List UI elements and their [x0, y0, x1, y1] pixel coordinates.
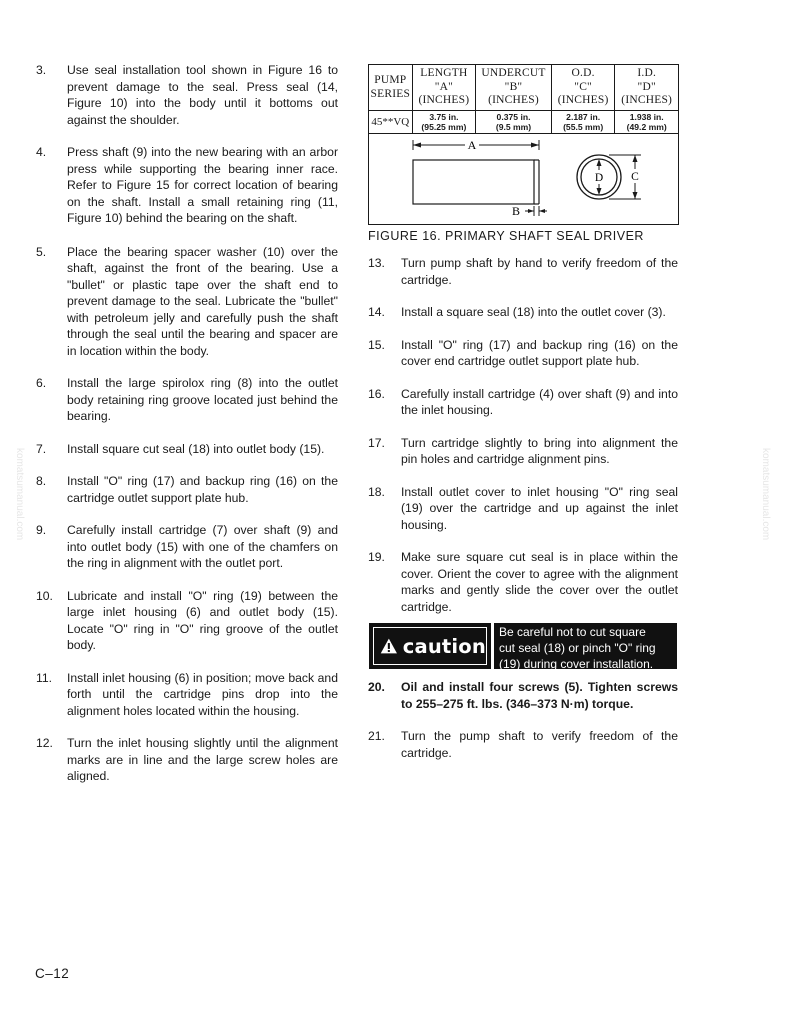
seal-driver-drawing — [369, 134, 678, 224]
step-number: 21. — [368, 729, 385, 743]
header-pump-series — [369, 65, 413, 111]
step-12 — [36, 735, 338, 785]
cell-line: (95.25 mm) — [421, 122, 467, 132]
header-od — [551, 65, 615, 111]
cell-line: 1.938 in. — [629, 111, 664, 122]
caution-notice — [369, 623, 678, 669]
step-text: Install outlet cover to inlet housing "O" ring seal (19) over the cartridge and up against the inlet housing. — [401, 484, 678, 532]
caution-badge-frame — [373, 627, 487, 665]
header-line: I.D. — [637, 67, 657, 80]
figure-caption: FIGURE 16. PRIMARY SHAFT SEAL DRIVER — [368, 229, 644, 243]
seal-driver-spec-table — [368, 64, 679, 134]
step-number: 14. — [368, 305, 385, 319]
table-header-row — [369, 65, 679, 111]
step-number: 18. — [368, 484, 385, 499]
step-text: Turn the pump shaft to verify freedom of the cartridge. — [401, 729, 678, 760]
step-text: Install square cut seal (18) into outlet body (15). — [67, 441, 325, 456]
step-text: Install the large spirolox ring (8) into the outlet body retaining ring groove located just behind the bearing. — [67, 376, 338, 423]
dimension-c-label: C — [631, 171, 639, 183]
step-text: Install "O" ring (17) and backup ring (16) on the cover end cartridge outlet support plate hub. — [401, 337, 678, 368]
step-number: 8. — [36, 474, 47, 488]
step-text: Turn pump shaft by hand to verify freedom of the cartridge. — [401, 256, 678, 287]
header-line: "A" — [434, 80, 454, 93]
left-column — [36, 62, 338, 785]
step-9 — [36, 522, 338, 572]
header-line: LENGTH — [420, 67, 468, 80]
step-number: 9. — [36, 523, 47, 537]
header-line: UNDERCUT — [481, 67, 546, 80]
dimension-d-label: D — [594, 172, 604, 184]
step-4 — [36, 144, 338, 227]
step-number: 7. — [36, 441, 47, 456]
step-8 — [36, 473, 338, 506]
caution-badge — [369, 623, 491, 669]
step-number: 20. — [368, 680, 385, 694]
dimension-b-label: B — [511, 204, 521, 218]
step-number: 6. — [36, 376, 47, 390]
dimension-a-label: A — [467, 138, 477, 152]
step-text: Turn the inlet housing slightly until the alignment marks are in line and the large screw holes are aligned. — [67, 736, 338, 783]
page-number: C–12 — [35, 966, 70, 981]
step-text: Install inlet housing (6) in position; move back and forth until the cartridge pins drop into the alignment holes located within the housing. — [67, 670, 338, 718]
step-3 — [36, 62, 338, 128]
header-id — [615, 65, 679, 111]
caution-line: Be careful not to cut square — [499, 625, 646, 639]
header-length — [412, 65, 476, 111]
caution-line: (19) during cover installation. — [499, 657, 654, 671]
cell-id — [615, 111, 679, 134]
header-line: O.D. — [571, 67, 595, 80]
step-13 — [368, 255, 678, 288]
step-14 — [368, 304, 678, 321]
header-line: (INCHES) — [621, 94, 673, 107]
step-number: 16. — [368, 386, 385, 401]
seal-driver-diagram — [368, 134, 679, 225]
table-row — [369, 111, 679, 134]
step-text: Place the bearing spacer washer (10) over the shaft, against the front of the bearing. Use a "bullet" or plastic tape over the shaft end to prevent damage to the seal. Lubricate the "bullet" with petroleum jelly and carefully push the shaft through the seal until the bearing and spacer are in location within the body. — [67, 244, 338, 358]
step-text: Lubricate and install "O" ring (19) between the large inlet housing (6) and outlet body (15). Locate "O" ring in "O" ring groove of the outlet body. — [67, 588, 338, 652]
cell-line: 2.187 in. — [566, 111, 601, 122]
step-17 — [368, 435, 678, 468]
step-number: 10. — [36, 588, 53, 603]
step-text: Turn cartridge slightly to bring into alignment the pin holes and cartridge alignment pins. — [401, 435, 678, 466]
header-line: SERIES — [370, 87, 411, 100]
step-5 — [36, 244, 338, 360]
step-number: 3. — [36, 63, 47, 77]
caution-word: caution — [402, 634, 486, 658]
header-line: (INCHES) — [418, 94, 470, 107]
step-text: Install "O" ring (17) and backup ring (16) on the cartridge outlet support plate hub. — [67, 474, 338, 505]
step-text: Install a square seal (18) into the outlet cover (3). — [401, 305, 666, 319]
caution-line: cut seal (18) or pinch "O" ring — [499, 641, 656, 655]
cell-undercut — [476, 111, 552, 134]
step-number: 13. — [368, 256, 385, 270]
step-number: 11. — [36, 670, 53, 685]
header-line: (INCHES) — [557, 94, 609, 107]
step-text: Oil and install four screws (5). Tighten screws to 255–275 ft. lbs. (346–373 N·m) torque. — [401, 680, 678, 711]
step-number: 19. — [368, 550, 385, 564]
warning-triangle-icon — [380, 635, 398, 657]
header-line: "C" — [574, 80, 592, 93]
step-20 — [368, 679, 678, 712]
step-15 — [368, 337, 678, 370]
step-text: Make sure square cut seal is in place within the cover. Orient the cover to agree with the alignment marks and gently slide the cover over the outlet cartridge. — [401, 550, 678, 614]
step-18 — [368, 484, 678, 534]
step-6 — [36, 375, 338, 425]
caution-text — [494, 623, 677, 669]
step-10 — [36, 588, 338, 654]
cell-line: 0.375 in. — [496, 111, 531, 122]
cell-od — [551, 111, 615, 134]
step-number: 15. — [368, 337, 385, 352]
header-undercut — [476, 65, 552, 111]
step-7 — [36, 441, 338, 458]
step-16 — [368, 386, 678, 419]
watermark-right: komatsumanual.com — [760, 448, 771, 541]
watermark-left: komatsumanual.com — [14, 448, 25, 541]
step-number: 12. — [36, 736, 53, 750]
header-line: "D" — [637, 80, 656, 93]
cell-length — [412, 111, 476, 134]
step-11 — [36, 670, 338, 720]
header-line: (INCHES) — [488, 94, 539, 107]
step-text: Use seal installation tool shown in Figure 16 to prevent damage to the seal. Press seal (14, Figure 10) into the body until it bottoms out against the shoulder. — [67, 63, 338, 127]
step-number: 5. — [36, 244, 47, 259]
cell-line: (9.5 mm) — [495, 122, 532, 132]
header-line: PUMP — [374, 74, 407, 86]
header-line: "B" — [504, 80, 523, 93]
step-text: Press shaft (9) into the new bearing with an arbor press while supporting the bearing inner race. Refer to Figure 15 for correct location of bearing on the shaft. Install a small retaining ring (11, Figure 10) behind the bearing on the shaft. — [67, 145, 338, 225]
cell-series: 45**VQ — [369, 111, 413, 134]
step-text: Carefully install cartridge (4) over shaft (9) and into the inlet housing. — [401, 386, 678, 417]
cell-line: 3.75 in. — [429, 111, 459, 122]
step-number: 17. — [368, 435, 385, 450]
step-19 — [368, 549, 678, 615]
right-column — [368, 64, 678, 761]
step-text: Carefully install cartridge (7) over shaft (9) and into outlet body (15) with one of the chamfers on the ring in alignment with the outlet port. — [67, 523, 338, 570]
cell-line: (55.5 mm) — [563, 122, 604, 132]
step-21 — [368, 728, 678, 761]
cell-line: (49.2 mm) — [626, 122, 667, 132]
step-number: 4. — [36, 145, 47, 159]
